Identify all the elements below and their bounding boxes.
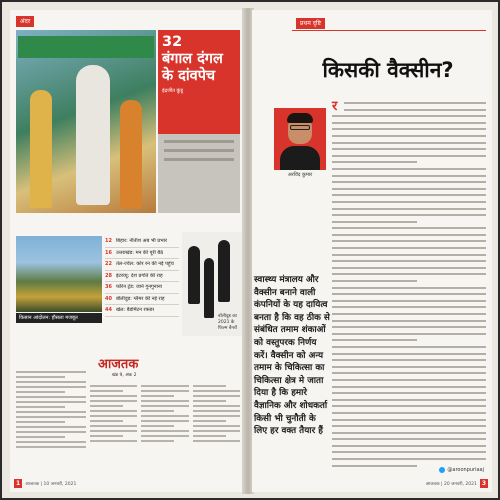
page-number: 1	[16, 480, 21, 487]
toc-item[interactable]: 44 खेल: बैडमिंटन रफ्तार	[105, 305, 179, 317]
left-page	[10, 10, 244, 492]
article-body	[332, 102, 486, 471]
credits-columns	[90, 382, 240, 466]
toc-item[interactable]: 16 उत्तराखंड: मन की पूरी बैठें	[105, 248, 179, 260]
author-name: अरविंद कुमार	[287, 172, 313, 178]
feature-photo-strip	[158, 134, 240, 213]
rally-banner	[18, 36, 154, 58]
author-photo	[274, 108, 326, 170]
person-figure-main	[76, 65, 110, 205]
table-of-contents	[105, 236, 179, 330]
toc-item[interactable]: 36 फॉरेन ट्रेंड: जाने गुनगुनाना	[105, 282, 179, 294]
toc-item[interactable]: 12 बिहार: नीतीश अब भी प्रभार	[105, 236, 179, 248]
cover-feature-box[interactable]	[158, 30, 240, 134]
right-page	[252, 10, 492, 492]
toc-item[interactable]: 40 बॉलीवुड: ग्लैमर की नई राह	[105, 294, 179, 306]
toc-item[interactable]: 22 तेल-ज्वेल: कोर रन की नई पहुंच	[105, 259, 179, 271]
hero-photo-rally	[16, 30, 156, 213]
feature-page-number: 32	[162, 34, 183, 50]
section-tag-first-look: प्रथम दृष्टि	[296, 18, 325, 29]
person-figure	[120, 100, 142, 208]
toc-item[interactable]: 28 इंटरव्यू: देश प्रगति की राह	[105, 271, 179, 283]
header-rule	[292, 30, 486, 31]
right-page-footer	[426, 479, 488, 488]
pull-quote: स्वास्थ्य मंत्रालय और वैक्सीन बनाने वाली कंपनियों के यह दायित्व बनता है कि वह ठीक से संबंधित तमाम शंकाओं को वस्तुपरक निर्णय करें। वैक्सीन को अन्य तमाम के चिकित्सा का चिकित्सा क्षेत्र मे जाता दिया है कि हमारे वैज्ञानिक और शोधकर्ता किसी भी चुनौती के लिए हर वक्त तैयार हैं	[254, 275, 330, 437]
left-page-footer	[14, 479, 76, 488]
footer-text: आजतक | 20 जनवरी, 2021	[425, 481, 477, 487]
drop-cap: र	[332, 100, 344, 114]
staff-list	[16, 368, 86, 451]
dancers-caption: बॉलीवुड का 2021 के फिल्म बैनरों	[218, 314, 237, 331]
section-tag-inside: अंदर	[16, 16, 34, 27]
twitter-icon	[439, 467, 445, 473]
person-figure	[30, 90, 52, 208]
farmers-protest-photo	[16, 236, 102, 312]
farmers-photo-caption: किसान आंदोलन: हौसला मजबूत	[16, 313, 102, 323]
footer-text: आजतक | 10 जनवरी, 2021	[25, 481, 77, 487]
twitter-handle-text: @aroonpuriaaj	[447, 467, 484, 473]
issue-info: खंड 9, अंक 2	[112, 373, 137, 378]
article-headline: किसकी वैक्सीन?	[322, 58, 454, 82]
twitter-handle[interactable]	[439, 467, 484, 473]
feature-byline: इंद्रजीत कुंडू	[162, 88, 184, 94]
page-number: 3	[481, 480, 486, 487]
magazine-spread	[2, 2, 498, 498]
feature-headline: बंगाल दंगल के दांवपेच	[162, 51, 223, 84]
aajtak-logo: आजतक	[98, 357, 139, 372]
bollywood-dancers-photo	[182, 232, 242, 336]
